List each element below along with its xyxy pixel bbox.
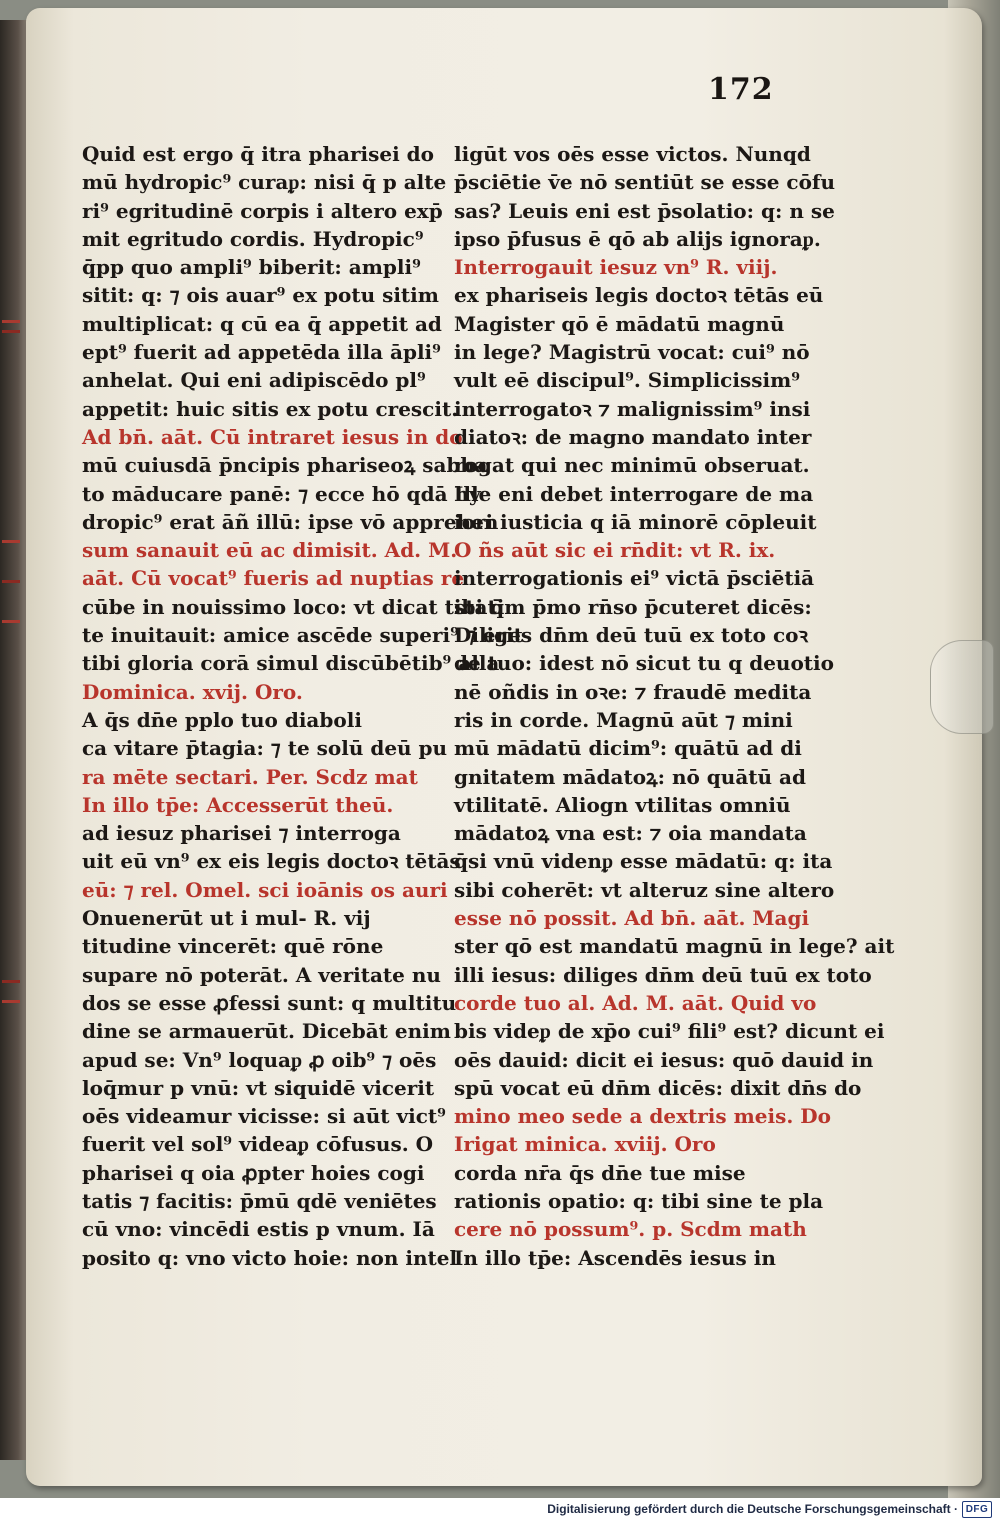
text-line: ris in corde. Magnū aūt ⁊ mini xyxy=(454,707,793,732)
ink-bleed-mark xyxy=(2,540,20,543)
text-line: Onuenerūt ut i mul- R. vij xyxy=(82,906,371,931)
text-line: spū vocat eū dn̄m dicēs: dixit dn̄s do xyxy=(454,1075,862,1100)
text-line: anhelat. Qui eni adipiscēdo pl⁹ xyxy=(82,368,426,393)
text-line: eū: ⁊ rel. Omel. sci ioānis os auri xyxy=(82,877,448,902)
text-line: O ñs aūt sic ei rn̄dit: vt R. ix. xyxy=(454,538,776,563)
text-line: dos se esse ꝓfessi sunt: q multitu xyxy=(82,990,457,1015)
text-line: oēs dauid: dicit ei iesus: quō dauid in xyxy=(454,1047,874,1072)
text-line: multiplicat: q cū ea q̄ appetit ad xyxy=(82,311,442,336)
text-line: mū hydropic⁹ curaᵱ: nisi q̄ p alte xyxy=(82,170,447,195)
text-line: mādatoꝝ vna est: ⁊ oia mandata xyxy=(454,821,807,846)
text-line: sas? Leuis eni est p̄solatio: q: n se xyxy=(454,198,835,223)
text-line: iori iusticia q iā minorē cōpleuit xyxy=(454,509,817,534)
text-line: appetit: huic sitis ex potu crescit. xyxy=(82,396,459,421)
text-line: gnitatem mādatoꝝ: nō quātū ad xyxy=(454,764,806,789)
text-line: to māducare panē: ⁊ ecce hō qdā hy xyxy=(82,481,481,506)
text-line: ra mēte sectari. Per. Scdz mat xyxy=(82,764,418,789)
text-line: In illo tp̄e: Accesserūt theū. xyxy=(82,792,394,817)
text-line: sitit: q: ⁊ ois auar⁹ ex potu sitim xyxy=(82,283,439,308)
text-line: de tuo: idest nō sicut tu q deuotio xyxy=(454,651,834,676)
text-line: statim p̄mo rn̄so p̄cuteret dicēs: xyxy=(454,594,812,619)
text-line: ca vitare p̄tagia: ⁊ te solū deū pu xyxy=(82,736,448,761)
text-line: fuerit vel sol⁹ videaᵱ cōfusus. O xyxy=(82,1132,434,1157)
text-line: dine se armauerūt. Dicebāt enim xyxy=(82,1019,451,1044)
text-line: ligūt vos oēs esse victos. Nunqd xyxy=(454,142,811,166)
text-line: Dominica. xvij. Oro. xyxy=(82,679,303,704)
right-text-column xyxy=(454,140,895,1272)
text-line: Diliges dn̄m deū tuū ex toto coꝛ xyxy=(454,623,808,648)
text-line: interrogationis ei⁹ victā p̄sciētiā xyxy=(454,566,815,591)
text-line: ster qō est mandatū magnū in lege? ait xyxy=(454,934,895,959)
text-line: Ille eni debet interrogare de ma xyxy=(454,481,814,506)
ink-bleed-mark xyxy=(2,980,20,983)
text-line: q̄si vnū videnᵱ esse mādatū: q: ita xyxy=(454,849,833,874)
text-line: Magister qō ē mādatū magnū xyxy=(454,311,785,336)
text-line: interrogatoꝛ ⁊ malignissim⁹ insi xyxy=(454,396,811,421)
text-line: rogat qui nec minimū obseruat. xyxy=(454,453,810,478)
text-line: mit egritudo cordis. Hydropic⁹ xyxy=(82,226,424,251)
text-line: rationis opatio: q: tibi sine te pla xyxy=(454,1188,824,1213)
text-line: mū mādatū dicim⁹: quātū ad di xyxy=(454,736,802,761)
ink-bleed-mark xyxy=(2,330,20,333)
text-line: ri⁹ egritudinē corpis i altero exp̄ xyxy=(82,198,443,223)
text-line: cūbe in nouissimo loco: vt dicat tibi q̄ xyxy=(82,594,505,619)
text-line: cū vno: vincēdi estis p vnum. Iā xyxy=(82,1217,435,1242)
text-line: apud se: Vn⁹ loquaᵱ ꝓ oib⁹ ⁊ oēs xyxy=(82,1047,437,1072)
text-line: mino meo sede a dextris meis. Do xyxy=(454,1104,831,1129)
left-text-column xyxy=(82,140,523,1272)
text-line: tatis ⁊ facitis: p̄mū qdē veniētes xyxy=(82,1188,437,1213)
ink-bleed-mark xyxy=(2,620,20,623)
text-line: in lege? Magistrū vocat: cui⁹ nō xyxy=(454,340,810,365)
funding-notice: Digitalisierung gefördert durch die Deutsche Forschungsgemeinschaft · xyxy=(547,1502,958,1516)
folio-number: 172 xyxy=(708,72,774,107)
text-line: posito q: vno victo hoie: non intel xyxy=(82,1245,458,1270)
text-line: aāt. Cū vocat⁹ fueris ad nuptias re xyxy=(82,566,465,591)
dfg-logo: DFG xyxy=(962,1501,992,1518)
text-line: nē oñdis in oꝛe: ⁊ fraudē medita xyxy=(454,679,812,704)
footer-bar xyxy=(0,1498,1000,1522)
text-line: supare nō poterāt. A veritate nu xyxy=(82,962,441,987)
text-line: corde tuo al. Ad. M. aāt. Quid vo xyxy=(454,990,817,1015)
text-line: mū cuiusdā p̄ncipis phariseoꝝ sabba xyxy=(82,453,488,478)
text-line: loq̄mur p vnū: vt siquidē vicerit xyxy=(82,1075,435,1100)
text-line: sum sanauit eū ac dimisit. Ad. M. xyxy=(82,538,458,563)
text-line: ipso p̄fusus ē qō ab alijs ignoraᵱ. xyxy=(454,226,821,251)
text-line: vult eē discipul⁹. Simplicissim⁹ xyxy=(454,368,800,393)
text-line: ad iesuz pharisei ⁊ interroga xyxy=(82,821,401,846)
text-line: ept⁹ fuerit ad appetēda illa āpli⁹ xyxy=(82,340,441,365)
text-line: diatoꝛ: de magno mandato inter xyxy=(454,424,812,449)
ink-bleed-mark xyxy=(2,1000,20,1003)
text-line: In illo tp̄e: Ascendēs iesus in xyxy=(454,1245,776,1270)
text-line: corda nr̄a q̄s dn̄e tue mise xyxy=(454,1160,746,1185)
text-line: vtilitatē. Aliogn vtilitas omniū xyxy=(454,792,791,817)
text-line: Quid est ergo q̄ itra pharisei do xyxy=(82,142,434,166)
text-line: bis videᵱ de xp̄o cui⁹ fili⁹ est? dicunt ei xyxy=(454,1019,885,1044)
text-line: esse nō possit. Ad bn̄. aāt. Magi xyxy=(454,906,810,931)
ink-bleed-mark xyxy=(2,580,20,583)
text-line: cere nō possum⁹. p. Scdm math xyxy=(454,1217,807,1242)
text-line: te inuitauit: amice ascēde superi⁹ ⁊ erit xyxy=(82,623,523,648)
text-line: titudine vincerēt: quē rōne xyxy=(82,934,384,959)
text-line: Ad bn̄. aāt. Cū intraret iesus in do xyxy=(82,424,463,449)
text-line: p̄sciētie v̄e nō sentiūt se esse cōfu xyxy=(454,170,836,195)
page-clip xyxy=(930,640,994,734)
text-line: dropic⁹ erat āñ illū: ipse vō apprehen xyxy=(82,509,499,534)
text-line: Irigat minica. xviij. Oro xyxy=(454,1132,716,1157)
text-line: ex phariseis legis doctoꝛ tētās eū xyxy=(454,283,824,308)
text-line: q̄pp quo ampli⁹ biberit: ampli⁹ xyxy=(82,255,421,280)
text-line: uit eū vn⁹ ex eis legis doctoꝛ tētās xyxy=(82,849,461,874)
text-line: tibi gloria corā simul discūbētib⁹ alla xyxy=(82,651,500,676)
text-line: A q̄s dn̄e pplo tuo diaboli xyxy=(82,707,362,732)
text-line: pharisei q oia ꝓpter hoies cogi xyxy=(82,1160,425,1185)
text-line: sibi coherēt: vt alteruz sine altero xyxy=(454,877,835,902)
text-line: oēs videamur vicisse: si aūt vict⁹ xyxy=(82,1104,446,1129)
text-line: illi iesus: diliges dn̄m deū tuū ex toto xyxy=(454,962,872,987)
text-line: Interrogauit iesuz vn⁹ R. viij. xyxy=(454,255,778,280)
ink-bleed-mark xyxy=(2,320,20,323)
